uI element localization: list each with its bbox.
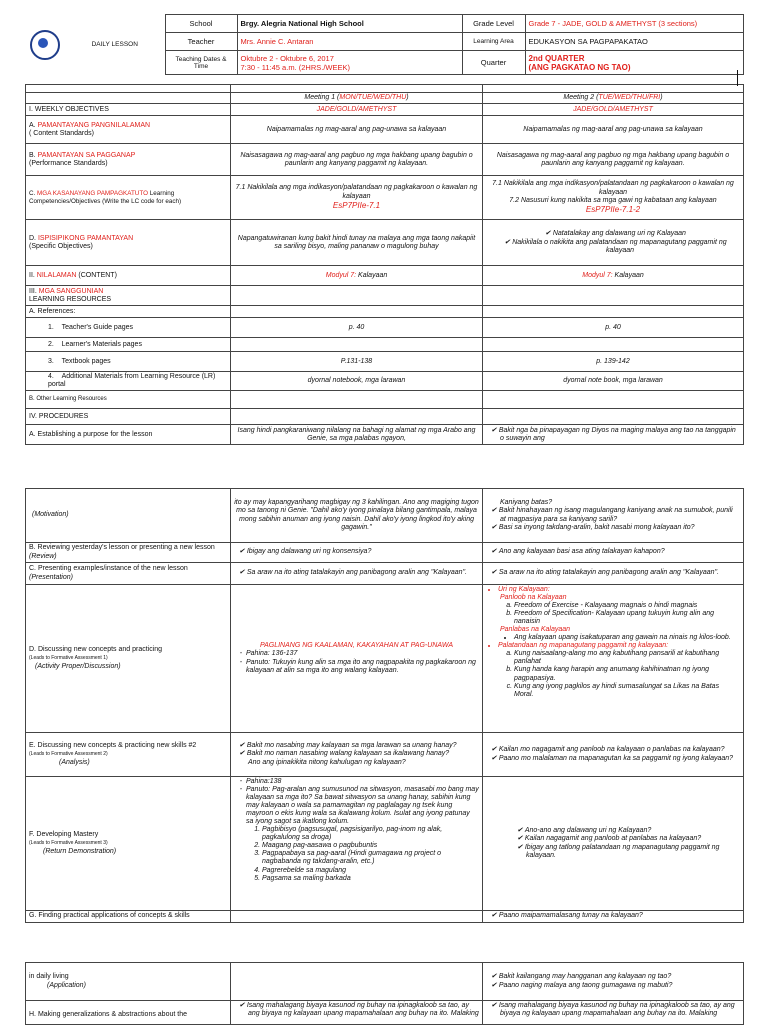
discussion-m2: • Uri ng Kalayaan: Panloob na Kalayaan a. Freedom of Exercise - Kalayaang magnais o hindi magnais b. Freedom of Specification- Kalayaan upang tukuyin kung alin ang nanaisin Panlabas na Kalayaan • Ang kalayaan upang isakatuparan ang gawain na ninais ng kilos-loob. • Palatandaan ng mapanagutang paggamit ng kalayaan: a. Kung naisaalang-alang mo ang kabutihang pansarili at kabutihang panlahat b. Kung handa kang harapin ang anumang kahihinatnan ng iyong pagpapasiya. c. Kung ang iyong pagkilos ay hindi sumasalungat sa Likas na Batas Moral. bbox=[483, 585, 744, 733]
competencies-m2: 7.1 Nakikilala ang mga indikasyon/palatandaan ng pagkakaroon o kawalan ng kalayaan 7.2 Nasusuri kung nakikita sa mga gawi ng kabataan ang kalayaan EsP7PIIe-7.1-2 bbox=[483, 176, 744, 220]
additional-materials-label: 4. Additional Materials from Learning Resource (LR) portal bbox=[26, 372, 231, 391]
content-standards-m2: Naipamamalas ng mag-aaral ang pag-unawa sa kalayaan bbox=[483, 116, 744, 144]
additional-materials-m1: dyornal notebook, mga larawan bbox=[231, 372, 483, 391]
teacher-name: Mrs. Annie C. Antaran bbox=[237, 33, 462, 51]
quarter-name: 2nd QUARTER bbox=[528, 53, 585, 63]
competencies-m1: 7.1 Nakikilala ang mga indikasyon/palatandaan ng pagkakaroon o kawalan ng kalayaan EsP7PIIe-7.1 bbox=[231, 176, 483, 220]
analysis-m2: ✔ Kailan mo nagagamit ang panloob na kalayaan o panlabas na kalayaan? ✔ Paano mo malalaman na mapanagutan ka sa paggamit ng iyong kalayaan? bbox=[483, 733, 744, 777]
textbook-pages-label: 3. Textbook pages bbox=[26, 352, 231, 372]
performance-standards-m1: Naisasagawa ng mag-aaral ang pagbuo ng mga hakbang upang bagubin o paunlarin ang kanyang paggamit ng kalayaan. bbox=[231, 144, 483, 176]
dates-label: Teaching Dates & Time bbox=[165, 51, 237, 75]
practical-m2: ✔ Paano maipamamalasang tunay na kalayaan? bbox=[483, 911, 744, 923]
review-label: B. Reviewing yesterday's lesson or presenting a new lesson (Review) bbox=[26, 543, 231, 563]
content-m1: Modyul 7: Kalayaan bbox=[231, 266, 483, 286]
resources-label: III. MGA SANGGUNIAN LEARNING RESOURCES bbox=[26, 286, 231, 306]
specific-objectives-m2: ✔ Natatalakay ang dalawang uri ng Kalayaan ✔ Nakikilala o nakikita ang palatandaan ng mapanagutang paggamit ng kalayaan bbox=[483, 220, 744, 266]
review-m2: ✔ Ano ang kalayaan basi asa ating talakayan kahapon? bbox=[483, 543, 744, 563]
procedures-label: IV. PROCEDURES bbox=[26, 409, 231, 425]
review-m1: ✔ Ibigay ang dalawang uri ng konsensiya? bbox=[231, 543, 483, 563]
tg-pages-label: 1. Teacher's Guide pages bbox=[26, 318, 231, 338]
lesson-table-page2 bbox=[25, 488, 744, 923]
daily-lesson-label: DAILY LESSON bbox=[91, 41, 138, 48]
purpose-label: A. Establishing a purpose for the lesson bbox=[26, 425, 231, 445]
presentation-m1: ✔ Sa araw na ito ating tatalakayin ang panibagong aralin ang "Kalayaan". bbox=[231, 563, 483, 585]
competencies-label: C. MGA KASANAYANG PAMPAGKATUTO Learning Competencies/Objectives (Write the LC code for each) bbox=[26, 176, 231, 220]
sections-m2: JADE/GOLD/AMETHYST bbox=[483, 104, 744, 116]
school-name: Brgy. Alegria National High School bbox=[237, 15, 462, 33]
other-resources-label: B. Other Learning Resources bbox=[26, 391, 231, 409]
additional-materials-m2: dyornal note book, mga larawan bbox=[483, 372, 744, 391]
references-label: A. References: bbox=[26, 306, 231, 318]
presentation-m2: ✔ Sa araw na ito ating tatalakayin ang panibagong aralin ang "Kalayaan". bbox=[483, 563, 744, 585]
tg-pages-m2: p. 40 bbox=[483, 318, 744, 338]
grade-label: Grade Level bbox=[462, 15, 525, 33]
specific-objectives-m1: Napangatuwiranan kung bakit hindi tunay na malaya ang mga taong nakapiit sa sariling bisyo, maling pananaw o magulong buhay bbox=[231, 220, 483, 266]
sections-m1: JADE/GOLD/AMETHYST bbox=[231, 104, 483, 116]
header-table bbox=[25, 14, 744, 75]
lm-pages-label: 2. Learner's Materials pages bbox=[26, 338, 231, 352]
mastery-m2: ✔ Ano-ano ang dalawang uri ng Kalayaan? ✔ Kailan nagagamit ang panloob at panlabas na kalayaan? ✔ Ibigay ang tatlong palatandaan ng mapanagutang paggamit ng kalayaan. bbox=[483, 777, 744, 911]
quarter-sub: (ANG PAGKATAO NG TAO) bbox=[528, 62, 631, 72]
meeting2-heading: Meeting 2 (TUE/WED/THU/FRI) bbox=[483, 93, 744, 104]
purpose-m2: ✔ Bakit nga ba pinapayagan ng Diyos na maging malaya ang tao na tanggapin o suwayin ang bbox=[483, 425, 744, 445]
generalization-label: H. Making generalizations & abstractions about the bbox=[26, 1001, 231, 1025]
performance-standards-m2: Naisasagawa ng mag-aaral ang pagbuo ng mga hakbang upang bagubin o paunlarin ang kanyang paggamit ng kalayaan. bbox=[483, 144, 744, 176]
content-label: II. NILALAMAN (CONTENT) bbox=[26, 266, 231, 286]
purpose-m1: Isang hindi pangkaraniwang nilalang na bahagi ng alamat ng mga Arabo ang Genie, sa mga palabas ngayon, bbox=[231, 425, 483, 445]
motivation-m2: Kaniyang batas? ✔ Bakit hinahayaan ng isang magulangang kaniyang anak na sumubok, punili at magpasiya para sa kaniyang sarili? ✔ Basi sa inyong takdang-aralin, bakit nasabi mong kalayaan ito? bbox=[483, 489, 744, 543]
content-m2: Modyul 7: Kalayaan bbox=[483, 266, 744, 286]
quarter-label: Quarter bbox=[462, 51, 525, 75]
presentation-label: C. Presenting examples/instance of the new lesson (Presentation) bbox=[26, 563, 231, 585]
generalization-m1: ✔ Isang mahalagang biyaya kasunod ng buhay na ipinagkaloob sa tao, ay ang biyaya ng kalayaan upang mapamahalaan ang buhay na ito. Malaking bbox=[231, 1001, 483, 1025]
lesson-table-page3 bbox=[25, 962, 744, 1025]
analysis-m1: ✔ Bakit mo nasabing may kalayaan sa mga larawan sa unang hanay? ✔ Bakit mo naman nasabing walang kalayaan sa ikalawang hanay? Ano ang ipinakikita nitong kahulugan ng kalayaan? bbox=[231, 733, 483, 777]
specific-objectives-label: D. ISPISIPIKONG PAMANTAYAN (Specific Objectives) bbox=[26, 220, 231, 266]
meeting1-heading: Meeting 1 (MON/TUE/WED/THU) bbox=[231, 93, 483, 104]
mastery-m1: - Pahina:138 - Panuto: Pag-aralan ang sumusunod na sitwasyon, masasabi mo bang may kalayaan sa mga ito? Sa bawat sitwasyon sa unang hanay, sabihin kung may kalayaan o wala sa pamamagitan ng paglalagay ng tsek kung mayroon o ekis kung wala sa ikalawang kolum. Isulat ang iyong patunay sa iyong sagot sa ikatlong kolum. 1. Pagbibisyo (pagsusugal, pagsisigarilyo, pag-inom ng alak, pagkalulong sa droga) 2. Maagang pag-aasawa o pagbubuntis 3. Pagpapabaya sa pag-aaral (Hindi gumagawa ng project o nagbabanda ng takdang-aralin, etc.) 4. Pagrerebelde sa magulang 5. Pagsama sa maling barkada bbox=[231, 777, 483, 911]
learning-area: EDUKASYON SA PAGPAPAKATAO bbox=[525, 33, 743, 51]
generalization-m2: ✔ Isang mahalagang biyaya kasunod ng buhay na ipinagkaloob sa tao, ay ang biyaya ng kalayaan upang mapamahalaan ang buhay na ito. Malaking bbox=[483, 1001, 744, 1025]
time-value: 7:30 - 11:45 a.m. (2HRS./WEEK) bbox=[240, 62, 350, 72]
textbook-pages-m2: p. 139-142 bbox=[483, 352, 744, 372]
discussion-m1: PAGLINANG NG KAALAMAN, KAKAYAHAN AT PAG-UNAWA - Pahina: 136-137 - Panuto: Tukuyin kung alin sa mga ito ang nagpapakita ng pagkakaroon ng kalayaan at alin sa mga ito ang walang kalayaan. bbox=[231, 585, 483, 733]
tg-pages-m1: p. 40 bbox=[231, 318, 483, 338]
teacher-label: Teacher bbox=[165, 33, 237, 51]
performance-standards-label: B. PAMANTAYAN SA PAGGANAP (Performance Standards) bbox=[26, 144, 231, 176]
motivation-m1: ito ay may kapangyarihang magbigay ng 3 kahilingan. Ano ang magiging tugon mo sa tanong ni Genie. "Dahil ako'y iyong pinalaya bilang gantimpala, malaya mong sabihin anuman ang iyong naisin. Dahil ako'y iyong lingkod ito'y aking gagawin." bbox=[231, 489, 483, 543]
textbook-pages-m1: P.131-138 bbox=[231, 352, 483, 372]
content-standards-m1: Naipamamalas ng mag-aaral ang pag-unawa sa kalayaan bbox=[231, 116, 483, 144]
motivation-label: (Motivation) bbox=[26, 489, 231, 543]
teaching-dates bbox=[237, 51, 462, 75]
quarter-value bbox=[525, 51, 743, 75]
application-label: in daily living (Application) bbox=[26, 963, 231, 1001]
practical-label: G. Finding practical applications of concepts & skills bbox=[26, 911, 231, 923]
area-label: Learning Area bbox=[462, 33, 525, 51]
deped-seal-cell bbox=[25, 15, 65, 75]
lesson-table-page1 bbox=[25, 84, 744, 445]
text-cursor bbox=[737, 70, 738, 86]
school-label: School bbox=[165, 15, 237, 33]
mastery-label: F. Developing Mastery (Leads to Formative Assessment 3) (Return Demonstration) bbox=[26, 777, 231, 911]
discussion-label: D. Discussing new concepts and practicing (Leads to Formative Assessment 1) (Activity Proper/Discussion) bbox=[26, 585, 231, 733]
application-m2: ✔ Bakit kailangang may hangganan ang kalayaan ng tao? ✔ Paano naging malaya ang taong gumagawa ng mabuti? bbox=[483, 963, 744, 1001]
deped-seal-icon bbox=[30, 30, 60, 60]
analysis-label: E. Discussing new concepts & practicing new skills #2 (Leads to Formative Assessment 2) (Analysis) bbox=[26, 733, 231, 777]
weekly-objectives-label: I. WEEKLY OBJECTIVES bbox=[26, 104, 231, 116]
content-standards-label: A. PAMANTAYANG PANGNILALAMAN ( Content Standards) bbox=[26, 116, 231, 144]
dates-value: Oktubre 2 - Oktubre 6, 2017 bbox=[240, 53, 334, 63]
grade-value: Grade 7 - JADE, GOLD & AMETHYST (3 sections) bbox=[525, 15, 743, 33]
